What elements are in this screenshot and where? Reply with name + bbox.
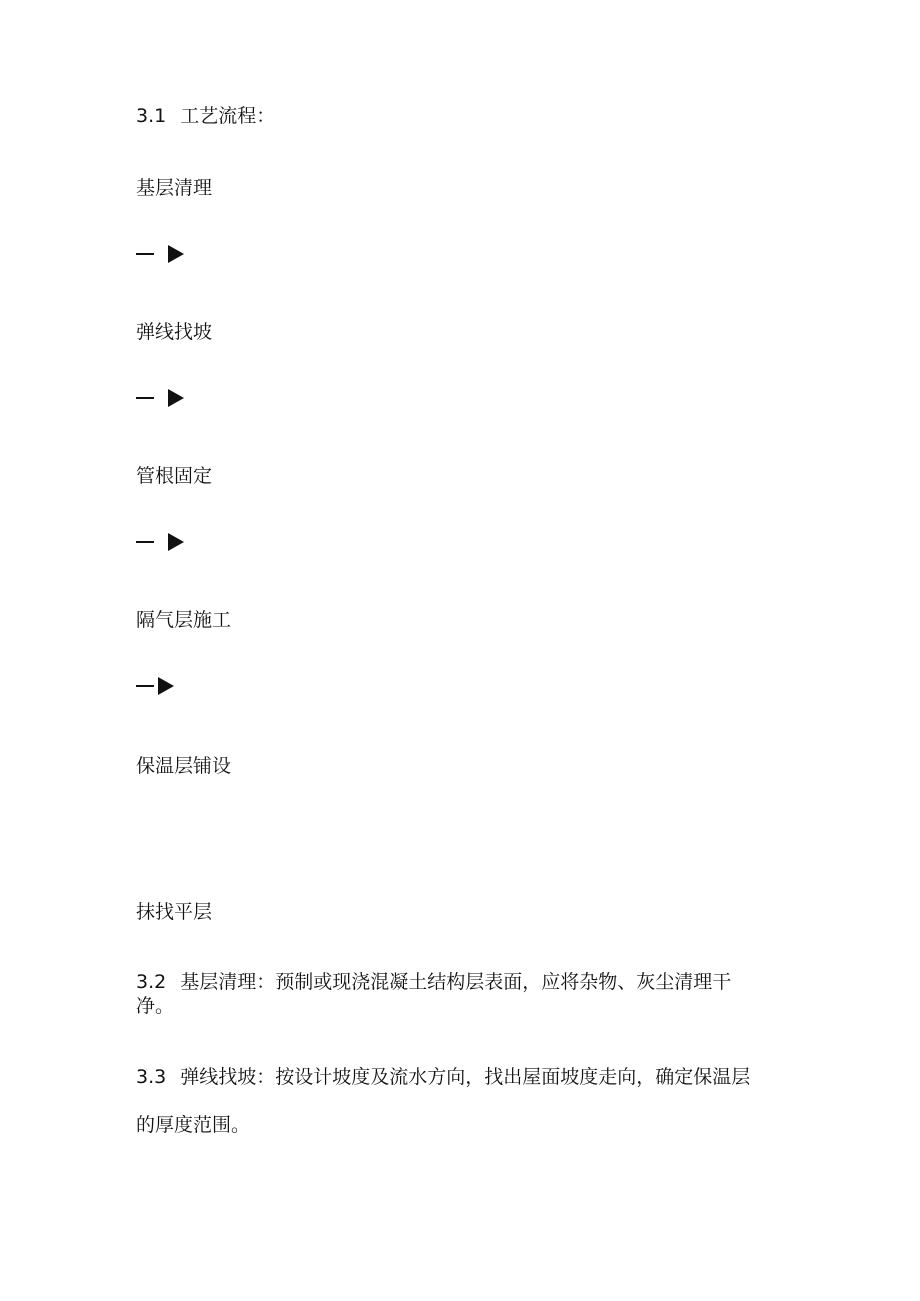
section-heading-3-1 <box>136 104 275 128</box>
section-number: 3.3 <box>136 1066 167 1088</box>
section-number: 3.2 <box>136 971 167 993</box>
paragraph-text-continued: 的厚度范围。 <box>136 1114 251 1136</box>
flow-arrow-icon <box>136 386 184 410</box>
paragraph-text-continued: 净。 <box>136 995 175 1017</box>
flow-step: 隔气层施工 <box>136 609 232 631</box>
flow-step: 管根固定 <box>136 465 213 487</box>
section-paragraph-3-2 <box>136 970 796 1018</box>
flow-step: 保温层铺设 <box>136 755 232 777</box>
flow-step: 抹找平层 <box>136 901 213 923</box>
flow-step: 基层清理 <box>136 177 213 199</box>
section-number: 3.1 <box>136 105 167 127</box>
paragraph-text: 基层清理：预制或现浇混凝土结构层表面，应将杂物、灰尘清理干 <box>180 971 732 993</box>
flow-arrow-icon <box>136 530 184 554</box>
section-title: 工艺流程： <box>180 105 276 127</box>
flow-arrow-icon <box>136 674 174 698</box>
flow-step: 弹线找坡 <box>136 321 213 343</box>
section-paragraph-3-3 <box>136 1065 750 1089</box>
flow-arrow-icon <box>136 242 184 266</box>
paragraph-text: 弹线找坡：按设计坡度及流水方向，找出屋面坡度走向，确定保温层 <box>180 1066 751 1088</box>
